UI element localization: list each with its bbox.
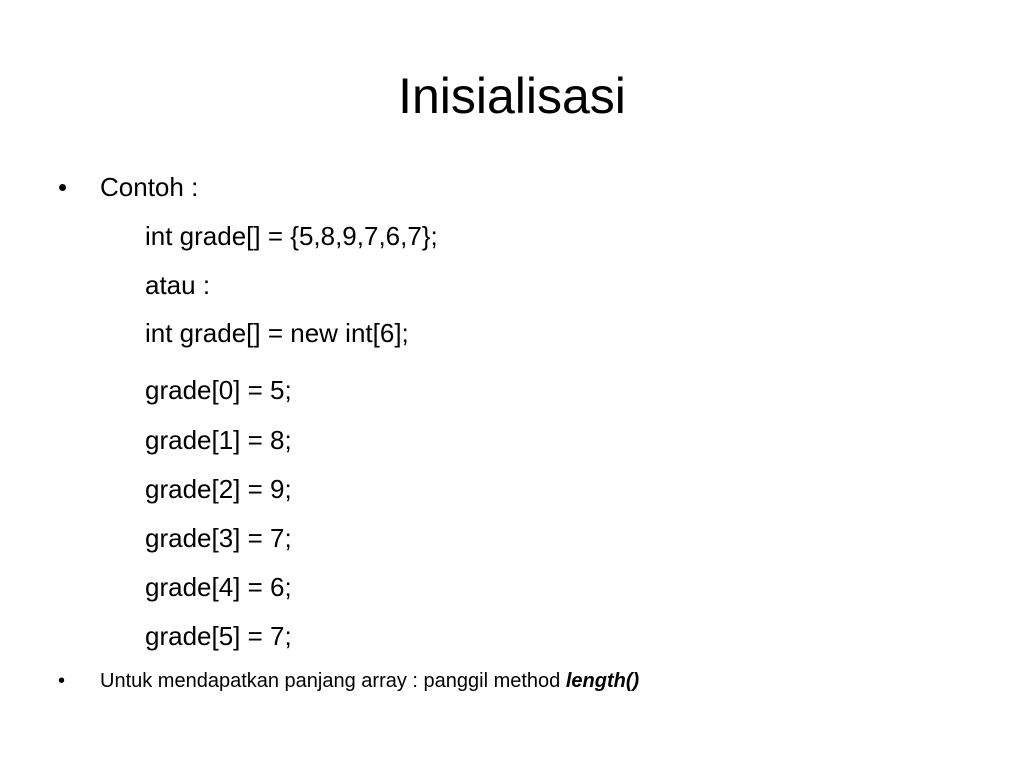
code-line: grade[1] = 8; bbox=[145, 425, 292, 455]
bullet-item-contoh bbox=[58, 168, 198, 206]
bullet-icon: • bbox=[58, 670, 66, 692]
code-line: grade[3] = 7; bbox=[145, 523, 292, 553]
bullet-text bbox=[100, 665, 639, 697]
code-line: grade[2] = 9; bbox=[145, 474, 292, 504]
code-line: grade[5] = 7; bbox=[145, 621, 292, 651]
code-line: atau : bbox=[145, 270, 211, 300]
code-line: int grade[] = new int[6]; bbox=[145, 318, 409, 348]
code-line: grade[4] = 6; bbox=[145, 572, 292, 602]
bullet-label: Untuk mendapatkan panjang array : panggil method bbox=[100, 670, 561, 692]
bullet-item-length bbox=[58, 665, 639, 697]
code-line: grade[0] = 5; bbox=[145, 375, 292, 405]
bullet-label: Contoh : bbox=[100, 172, 199, 202]
bullet-icon: • bbox=[58, 172, 68, 202]
slide-title: Inisialisasi bbox=[398, 68, 626, 124]
code-line: int grade[] = {5,8,9,7,6,7}; bbox=[145, 221, 438, 251]
method-name: length() bbox=[565, 670, 640, 692]
